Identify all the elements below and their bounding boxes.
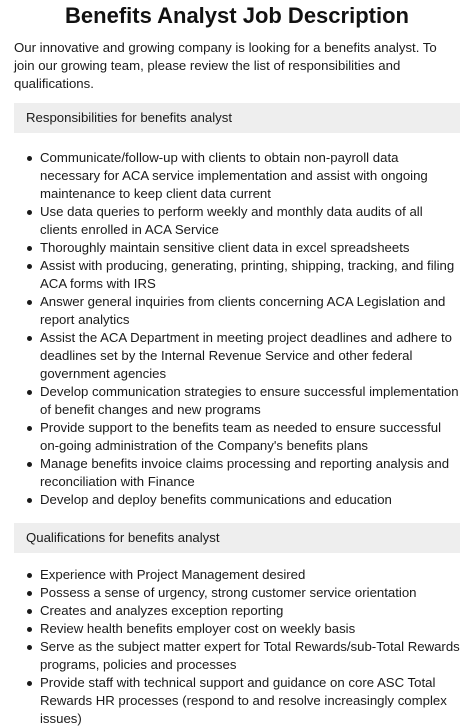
responsibility-item: Develop communication strategies to ensure successful implementation of benefit changes and new programs (14, 383, 460, 419)
responsibility-item: Develop and deploy benefits communications and education (14, 491, 460, 509)
qualification-item: Review health benefits employer cost on weekly basis (14, 620, 460, 638)
responsibilities-heading: Responsibilities for benefits analyst (14, 103, 460, 133)
responsibilities-list (14, 149, 460, 509)
qualifications-heading: Qualifications for benefits analyst (14, 523, 460, 553)
responsibility-item: Provide support to the benefits team as needed to ensure successful on-going administration of the Company's benefits plans (14, 419, 460, 455)
qualification-item: Creates and analyzes exception reporting (14, 602, 460, 620)
responsibility-item: Use data queries to perform weekly and monthly data audits of all clients enrolled in ACA Service (14, 203, 460, 239)
intro-paragraph: Our innovative and growing company is looking for a benefits analyst. To join our growing team, please review the list of responsibilities and qualifications. (14, 40, 437, 91)
responsibility-item: Answer general inquiries from clients concerning ACA Legislation and report analytics (14, 293, 460, 329)
page-title: Benefits Analyst Job Description (65, 3, 409, 28)
qualifications-list (14, 566, 460, 728)
responsibility-item: Communicate/follow-up with clients to obtain non-payroll data necessary for ACA service implementation and assist with ongoing maintenance to keep client data current (14, 149, 460, 203)
responsibility-item: Thoroughly maintain sensitive client data in excel spreadsheets (14, 239, 460, 257)
qualification-item: Experience with Project Management desired (14, 566, 460, 584)
qualification-item: Possess a sense of urgency, strong customer service orientation (14, 584, 460, 602)
qualification-item: Serve as the subject matter expert for Total Rewards/sub-Total Rewards programs, policies and processes (14, 638, 460, 674)
responsibility-item: Assist the ACA Department in meeting project deadlines and adhere to deadlines set by the Internal Revenue Service and other federal government agencies (14, 329, 460, 383)
responsibility-item: Assist with producing, generating, printing, shipping, tracking, and filing ACA forms with IRS (14, 257, 460, 293)
responsibility-item: Manage benefits invoice claims processing and reporting analysis and reconciliation with Finance (14, 455, 460, 491)
qualification-item: Provide staff with technical support and guidance on core ASC Total Rewards HR processes (respond to and resolve increasingly complex issues) (14, 674, 460, 728)
